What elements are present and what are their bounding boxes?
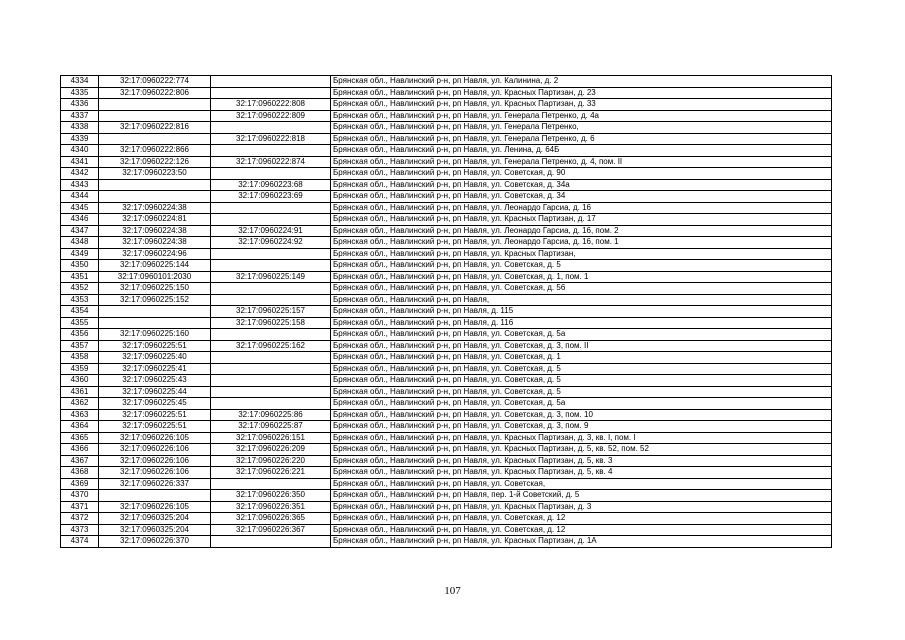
cadastral-number-object-cell (211, 375, 331, 387)
cadastral-number-parcel-cell: 32:17:0960225:41 (99, 363, 211, 375)
row-number-cell: 4349 (61, 248, 99, 260)
table-row (61, 490, 832, 502)
table-row (61, 202, 832, 214)
row-number-cell: 4360 (61, 375, 99, 387)
row-number-cell: 4334 (61, 76, 99, 88)
cadastral-number-object-cell: 32:17:0960223:68 (211, 179, 331, 191)
table-row (61, 444, 832, 456)
table-row (61, 76, 832, 88)
row-number-cell: 4374 (61, 536, 99, 548)
cadastral-number-parcel-cell (99, 490, 211, 502)
cadastral-number-object-cell (211, 122, 331, 134)
cadastral-number-parcel-cell: 32:17:0960222:866 (99, 145, 211, 157)
table-row (61, 363, 832, 375)
address-cell: Брянская обл., Навлинский р-н, рп Навля, ул. Красных Партизан, д. 3, кв. I, пом. I (331, 432, 832, 444)
address-cell: Брянская обл., Навлинский р-н, рп Навля, ул. Красных Партизан, д. 3 (331, 501, 832, 513)
table-row (61, 156, 832, 168)
row-number-cell: 4346 (61, 214, 99, 226)
table-row (61, 225, 832, 237)
row-number-cell: 4373 (61, 524, 99, 536)
table-row (61, 329, 832, 341)
table-row (61, 145, 832, 157)
cadastral-number-object-cell: 32:17:0960225:162 (211, 340, 331, 352)
row-number-cell: 4336 (61, 99, 99, 111)
address-cell: Брянская обл., Навлинский р-н, рп Навля, ул. Красных Партизан, д. 33 (331, 99, 832, 111)
row-number-cell: 4339 (61, 133, 99, 145)
row-number-cell: 4342 (61, 168, 99, 180)
address-cell: Брянская обл., Навлинский р-н, рп Навля, ул. Красных Партизан, д. 5, кв. 3 (331, 455, 832, 467)
table-row (61, 122, 832, 134)
cadastral-number-parcel-cell: 32:17:0960225:160 (99, 329, 211, 341)
cadastral-number-object-cell: 32:17:0960222:808 (211, 99, 331, 111)
cadastral-number-parcel-cell: 32:17:0960325:204 (99, 524, 211, 536)
address-cell: Брянская обл., Навлинский р-н, рп Навля, ул. Красных Партизан, д. 5, кв. 52, пом. 52 (331, 444, 832, 456)
row-number-cell: 4348 (61, 237, 99, 249)
cadastral-number-parcel-cell: 32:17:0960224:38 (99, 225, 211, 237)
cadastral-number-parcel-cell (99, 110, 211, 122)
table-row (61, 87, 832, 99)
cadastral-number-parcel-cell: 32:17:0960225:152 (99, 294, 211, 306)
cadastral-number-object-cell: 32:17:0960222:874 (211, 156, 331, 168)
row-number-cell: 4343 (61, 179, 99, 191)
address-cell: Брянская обл., Навлинский р-н, рп Навля, (331, 294, 832, 306)
address-cell: Брянская обл., Навлинский р-н, рп Навля, ул. Советская, д. 5 (331, 386, 832, 398)
cadastral-number-parcel-cell: 32:17:0960225:51 (99, 409, 211, 421)
table-row (61, 283, 832, 295)
row-number-cell: 4359 (61, 363, 99, 375)
address-cell: Брянская обл., Навлинский р-н, рп Навля, ул. Советская, д. 5 (331, 363, 832, 375)
cadastral-number-object-cell: 32:17:0960225:157 (211, 306, 331, 318)
cadastral-number-object-cell: 32:17:0960226:367 (211, 524, 331, 536)
row-number-cell: 4363 (61, 409, 99, 421)
table-row (61, 467, 832, 479)
row-number-cell: 4335 (61, 87, 99, 99)
cadastral-number-object-cell: 32:17:0960222:818 (211, 133, 331, 145)
address-cell: Брянская обл., Навлинский р-н, рп Навля, ул. Советская, д. 34а (331, 179, 832, 191)
cadastral-number-parcel-cell: 32:17:0960101:2030 (99, 271, 211, 283)
row-number-cell: 4344 (61, 191, 99, 203)
table-row (61, 179, 832, 191)
row-number-cell: 4353 (61, 294, 99, 306)
cadastral-number-object-cell: 32:17:0960226:209 (211, 444, 331, 456)
table-row (61, 432, 832, 444)
page-number: 107 (444, 585, 461, 597)
cadastral-number-object-cell: 32:17:0960226:365 (211, 513, 331, 525)
cadastral-number-parcel-cell: 32:17:0960222:774 (99, 76, 211, 88)
cadastral-number-parcel-cell (99, 99, 211, 111)
cadastral-number-object-cell: 32:17:0960226:350 (211, 490, 331, 502)
address-cell: Брянская обл., Навлинский р-н, рп Навля, ул. Красных Партизан, д. 5, кв. 4 (331, 467, 832, 479)
address-cell: Брянская обл., Навлинский р-н, рп Навля, пер. 1-й Советский, д. 5 (331, 490, 832, 502)
address-cell: Брянская обл., Навлинский р-н, рп Навля, д. 115 (331, 306, 832, 318)
row-number-cell: 4338 (61, 122, 99, 134)
address-cell: Брянская обл., Навлинский р-н, рп Навля, ул. Советская, д. 5 (331, 260, 832, 272)
cadastral-number-object-cell (211, 398, 331, 410)
address-cell: Брянская обл., Навлинский р-н, рп Навля, ул. Советская, (331, 478, 832, 490)
cadastral-number-object-cell (211, 76, 331, 88)
cadastral-number-parcel-cell (99, 191, 211, 203)
address-cell: Брянская обл., Навлинский р-н, рп Навля, ул. Советская, д. 90 (331, 168, 832, 180)
cadastral-number-object-cell (211, 214, 331, 226)
cadastral-number-parcel-cell: 32:17:0960225:150 (99, 283, 211, 295)
table-row (61, 317, 832, 329)
cadastral-number-object-cell (211, 386, 331, 398)
row-number-cell: 4369 (61, 478, 99, 490)
row-number-cell: 4350 (61, 260, 99, 272)
property-table (60, 75, 832, 548)
address-cell: Брянская обл., Навлинский р-н, рп Навля, ул. Генерала Петренко, д. 4, пом. II (331, 156, 832, 168)
cadastral-number-object-cell: 32:17:0960226:221 (211, 467, 331, 479)
cadastral-number-object-cell (211, 248, 331, 260)
table-row (61, 421, 832, 433)
cadastral-number-parcel-cell: 32:17:0960224:38 (99, 237, 211, 249)
table-row (61, 409, 832, 421)
cadastral-number-object-cell: 32:17:0960226:220 (211, 455, 331, 467)
cadastral-number-object-cell: 32:17:0960226:151 (211, 432, 331, 444)
cadastral-number-parcel-cell: 32:17:0960325:204 (99, 513, 211, 525)
table-row (61, 524, 832, 536)
address-cell: Брянская обл., Навлинский р-н, рп Навля, ул. Советская, д. 5а (331, 398, 832, 410)
table-row (61, 260, 832, 272)
table-row (61, 455, 832, 467)
cadastral-number-object-cell (211, 329, 331, 341)
table-row (61, 478, 832, 490)
address-cell: Брянская обл., Навлинский р-н, рп Навля, ул. Генерала Петренко, д. 4а (331, 110, 832, 122)
table-row (61, 375, 832, 387)
address-cell: Брянская обл., Навлинский р-н, рп Навля, ул. Советская, д. 12 (331, 513, 832, 525)
table-row (61, 294, 832, 306)
address-cell: Брянская обл., Навлинский р-н, рп Навля, ул. Советская, д. 3, пом. II (331, 340, 832, 352)
cadastral-number-object-cell (211, 478, 331, 490)
address-cell: Брянская обл., Навлинский р-н, рп Навля, ул. Красных Партизан, д. 1А (331, 536, 832, 548)
row-number-cell: 4370 (61, 490, 99, 502)
row-number-cell: 4365 (61, 432, 99, 444)
cadastral-number-parcel-cell: 32:17:0960224:96 (99, 248, 211, 260)
table-row (61, 110, 832, 122)
table-row (61, 501, 832, 513)
cadastral-number-object-cell: 32:17:0960224:91 (211, 225, 331, 237)
cadastral-number-parcel-cell: 32:17:0960225:51 (99, 421, 211, 433)
table-row (61, 99, 832, 111)
cadastral-number-object-cell: 32:17:0960226:351 (211, 501, 331, 513)
cadastral-number-object-cell (211, 145, 331, 157)
cadastral-number-object-cell (211, 168, 331, 180)
address-cell: Брянская обл., Навлинский р-н, рп Навля, ул. Генерала Петренко, д. 6 (331, 133, 832, 145)
table-row (61, 352, 832, 364)
cadastral-number-object-cell: 32:17:0960224:92 (211, 237, 331, 249)
cadastral-number-parcel-cell (99, 317, 211, 329)
cadastral-number-parcel-cell (99, 133, 211, 145)
row-number-cell: 4345 (61, 202, 99, 214)
cadastral-number-object-cell (211, 294, 331, 306)
table-row (61, 191, 832, 203)
row-number-cell: 4354 (61, 306, 99, 318)
cadastral-number-object-cell (211, 352, 331, 364)
cadastral-number-parcel-cell: 32:17:0960226:105 (99, 432, 211, 444)
address-cell: Брянская обл., Навлинский р-н, рп Навля, ул. Советская, д. 56 (331, 283, 832, 295)
row-number-cell: 4357 (61, 340, 99, 352)
cadastral-number-parcel-cell: 32:17:0960224:38 (99, 202, 211, 214)
cadastral-number-parcel-cell: 32:17:0960225:40 (99, 352, 211, 364)
table-row (61, 214, 832, 226)
address-cell: Брянская обл., Навлинский р-н, рп Навля, ул. Советская, д. 3, пом. 10 (331, 409, 832, 421)
cadastral-number-parcel-cell: 32:17:0960225:45 (99, 398, 211, 410)
cadastral-number-parcel-cell: 32:17:0960223:50 (99, 168, 211, 180)
address-cell: Брянская обл., Навлинский р-н, рп Навля, ул. Советская, д. 3, пом. 9 (331, 421, 832, 433)
cadastral-number-parcel-cell: 32:17:0960222:816 (99, 122, 211, 134)
table-row (61, 271, 832, 283)
cadastral-number-object-cell (211, 87, 331, 99)
address-cell: Брянская обл., Навлинский р-н, рп Навля, д. 116 (331, 317, 832, 329)
address-cell: Брянская обл., Навлинский р-н, рп Навля, ул. Генерала Петренко, (331, 122, 832, 134)
address-cell: Брянская обл., Навлинский р-н, рп Навля, ул. Леонардо Гарсиа, д. 16, пом. 1 (331, 237, 832, 249)
cadastral-number-object-cell (211, 536, 331, 548)
cadastral-number-object-cell: 32:17:0960225:158 (211, 317, 331, 329)
cadastral-number-parcel-cell: 32:17:0960222:806 (99, 87, 211, 99)
cadastral-number-object-cell (211, 363, 331, 375)
address-cell: Брянская обл., Навлинский р-н, рп Навля, ул. Советская, д. 5 (331, 375, 832, 387)
cadastral-number-parcel-cell: 32:17:0960226:106 (99, 467, 211, 479)
cadastral-number-parcel-cell (99, 306, 211, 318)
address-cell: Брянская обл., Навлинский р-н, рп Навля, ул. Красных Партизан, д. 23 (331, 87, 832, 99)
row-number-cell: 4368 (61, 467, 99, 479)
cadastral-number-parcel-cell: 32:17:0960225:51 (99, 340, 211, 352)
row-number-cell: 4358 (61, 352, 99, 364)
row-number-cell: 4367 (61, 455, 99, 467)
cadastral-number-parcel-cell: 32:17:0960226:106 (99, 444, 211, 456)
cadastral-number-parcel-cell: 32:17:0960226:105 (99, 501, 211, 513)
address-cell: Брянская обл., Навлинский р-н, рп Навля, ул. Советская, д. 1, пом. 1 (331, 271, 832, 283)
table-row (61, 536, 832, 548)
row-number-cell: 4364 (61, 421, 99, 433)
cadastral-number-object-cell: 32:17:0960225:87 (211, 421, 331, 433)
cadastral-number-parcel-cell: 32:17:0960225:44 (99, 386, 211, 398)
table-row (61, 513, 832, 525)
cadastral-number-parcel-cell: 32:17:0960226:106 (99, 455, 211, 467)
address-cell: Брянская обл., Навлинский р-н, рп Навля, ул. Советская, д. 5а (331, 329, 832, 341)
cadastral-number-parcel-cell: 32:17:0960225:43 (99, 375, 211, 387)
table-row (61, 168, 832, 180)
table-row (61, 133, 832, 145)
row-number-cell: 4362 (61, 398, 99, 410)
cadastral-number-object-cell (211, 283, 331, 295)
cadastral-number-parcel-cell: 32:17:0960226:337 (99, 478, 211, 490)
table-body (61, 76, 832, 548)
cadastral-number-parcel-cell: 32:17:0960224:81 (99, 214, 211, 226)
address-cell: Брянская обл., Навлинский р-н, рп Навля, ул. Советская, д. 1 (331, 352, 832, 364)
cadastral-number-parcel-cell (99, 179, 211, 191)
cadastral-number-parcel-cell: 32:17:0960222:126 (99, 156, 211, 168)
address-cell: Брянская обл., Навлинский р-н, рп Навля, ул. Калинина, д. 2 (331, 76, 832, 88)
row-number-cell: 4351 (61, 271, 99, 283)
address-cell: Брянская обл., Навлинский р-н, рп Навля, ул. Леонардо Гарсиа, д. 16, пом. 2 (331, 225, 832, 237)
cadastral-number-object-cell: 32:17:0960225:86 (211, 409, 331, 421)
row-number-cell: 4356 (61, 329, 99, 341)
row-number-cell: 4340 (61, 145, 99, 157)
table-row (61, 386, 832, 398)
row-number-cell: 4355 (61, 317, 99, 329)
table-row (61, 340, 832, 352)
address-cell: Брянская обл., Навлинский р-н, рп Навля, ул. Леонардо Гарсиа, д. 16 (331, 202, 832, 214)
row-number-cell: 4347 (61, 225, 99, 237)
address-cell: Брянская обл., Навлинский р-н, рп Навля, ул. Ленина, д. 64Б (331, 145, 832, 157)
row-number-cell: 4341 (61, 156, 99, 168)
row-number-cell: 4372 (61, 513, 99, 525)
address-cell: Брянская обл., Навлинский р-н, рп Навля, ул. Красных Партизан, д. 17 (331, 214, 832, 226)
row-number-cell: 4371 (61, 501, 99, 513)
address-cell: Брянская обл., Навлинский р-н, рп Навля, ул. Красных Партизан, (331, 248, 832, 260)
table-row (61, 248, 832, 260)
cadastral-number-object-cell (211, 260, 331, 272)
cadastral-number-parcel-cell: 32:17:0960226:370 (99, 536, 211, 548)
address-cell: Брянская обл., Навлинский р-н, рп Навля, ул. Советская, д. 34 (331, 191, 832, 203)
row-number-cell: 4337 (61, 110, 99, 122)
table-row (61, 398, 832, 410)
row-number-cell: 4366 (61, 444, 99, 456)
cadastral-number-parcel-cell: 32:17:0960225:144 (99, 260, 211, 272)
cadastral-number-object-cell: 32:17:0960222:809 (211, 110, 331, 122)
address-cell: Брянская обл., Навлинский р-н, рп Навля, ул. Советская, д. 12 (331, 524, 832, 536)
table-row (61, 237, 832, 249)
cadastral-number-object-cell: 32:17:0960225:149 (211, 271, 331, 283)
table-row (61, 306, 832, 318)
row-number-cell: 4361 (61, 386, 99, 398)
row-number-cell: 4352 (61, 283, 99, 295)
cadastral-number-object-cell (211, 202, 331, 214)
cadastral-number-object-cell: 32:17:0960223:69 (211, 191, 331, 203)
